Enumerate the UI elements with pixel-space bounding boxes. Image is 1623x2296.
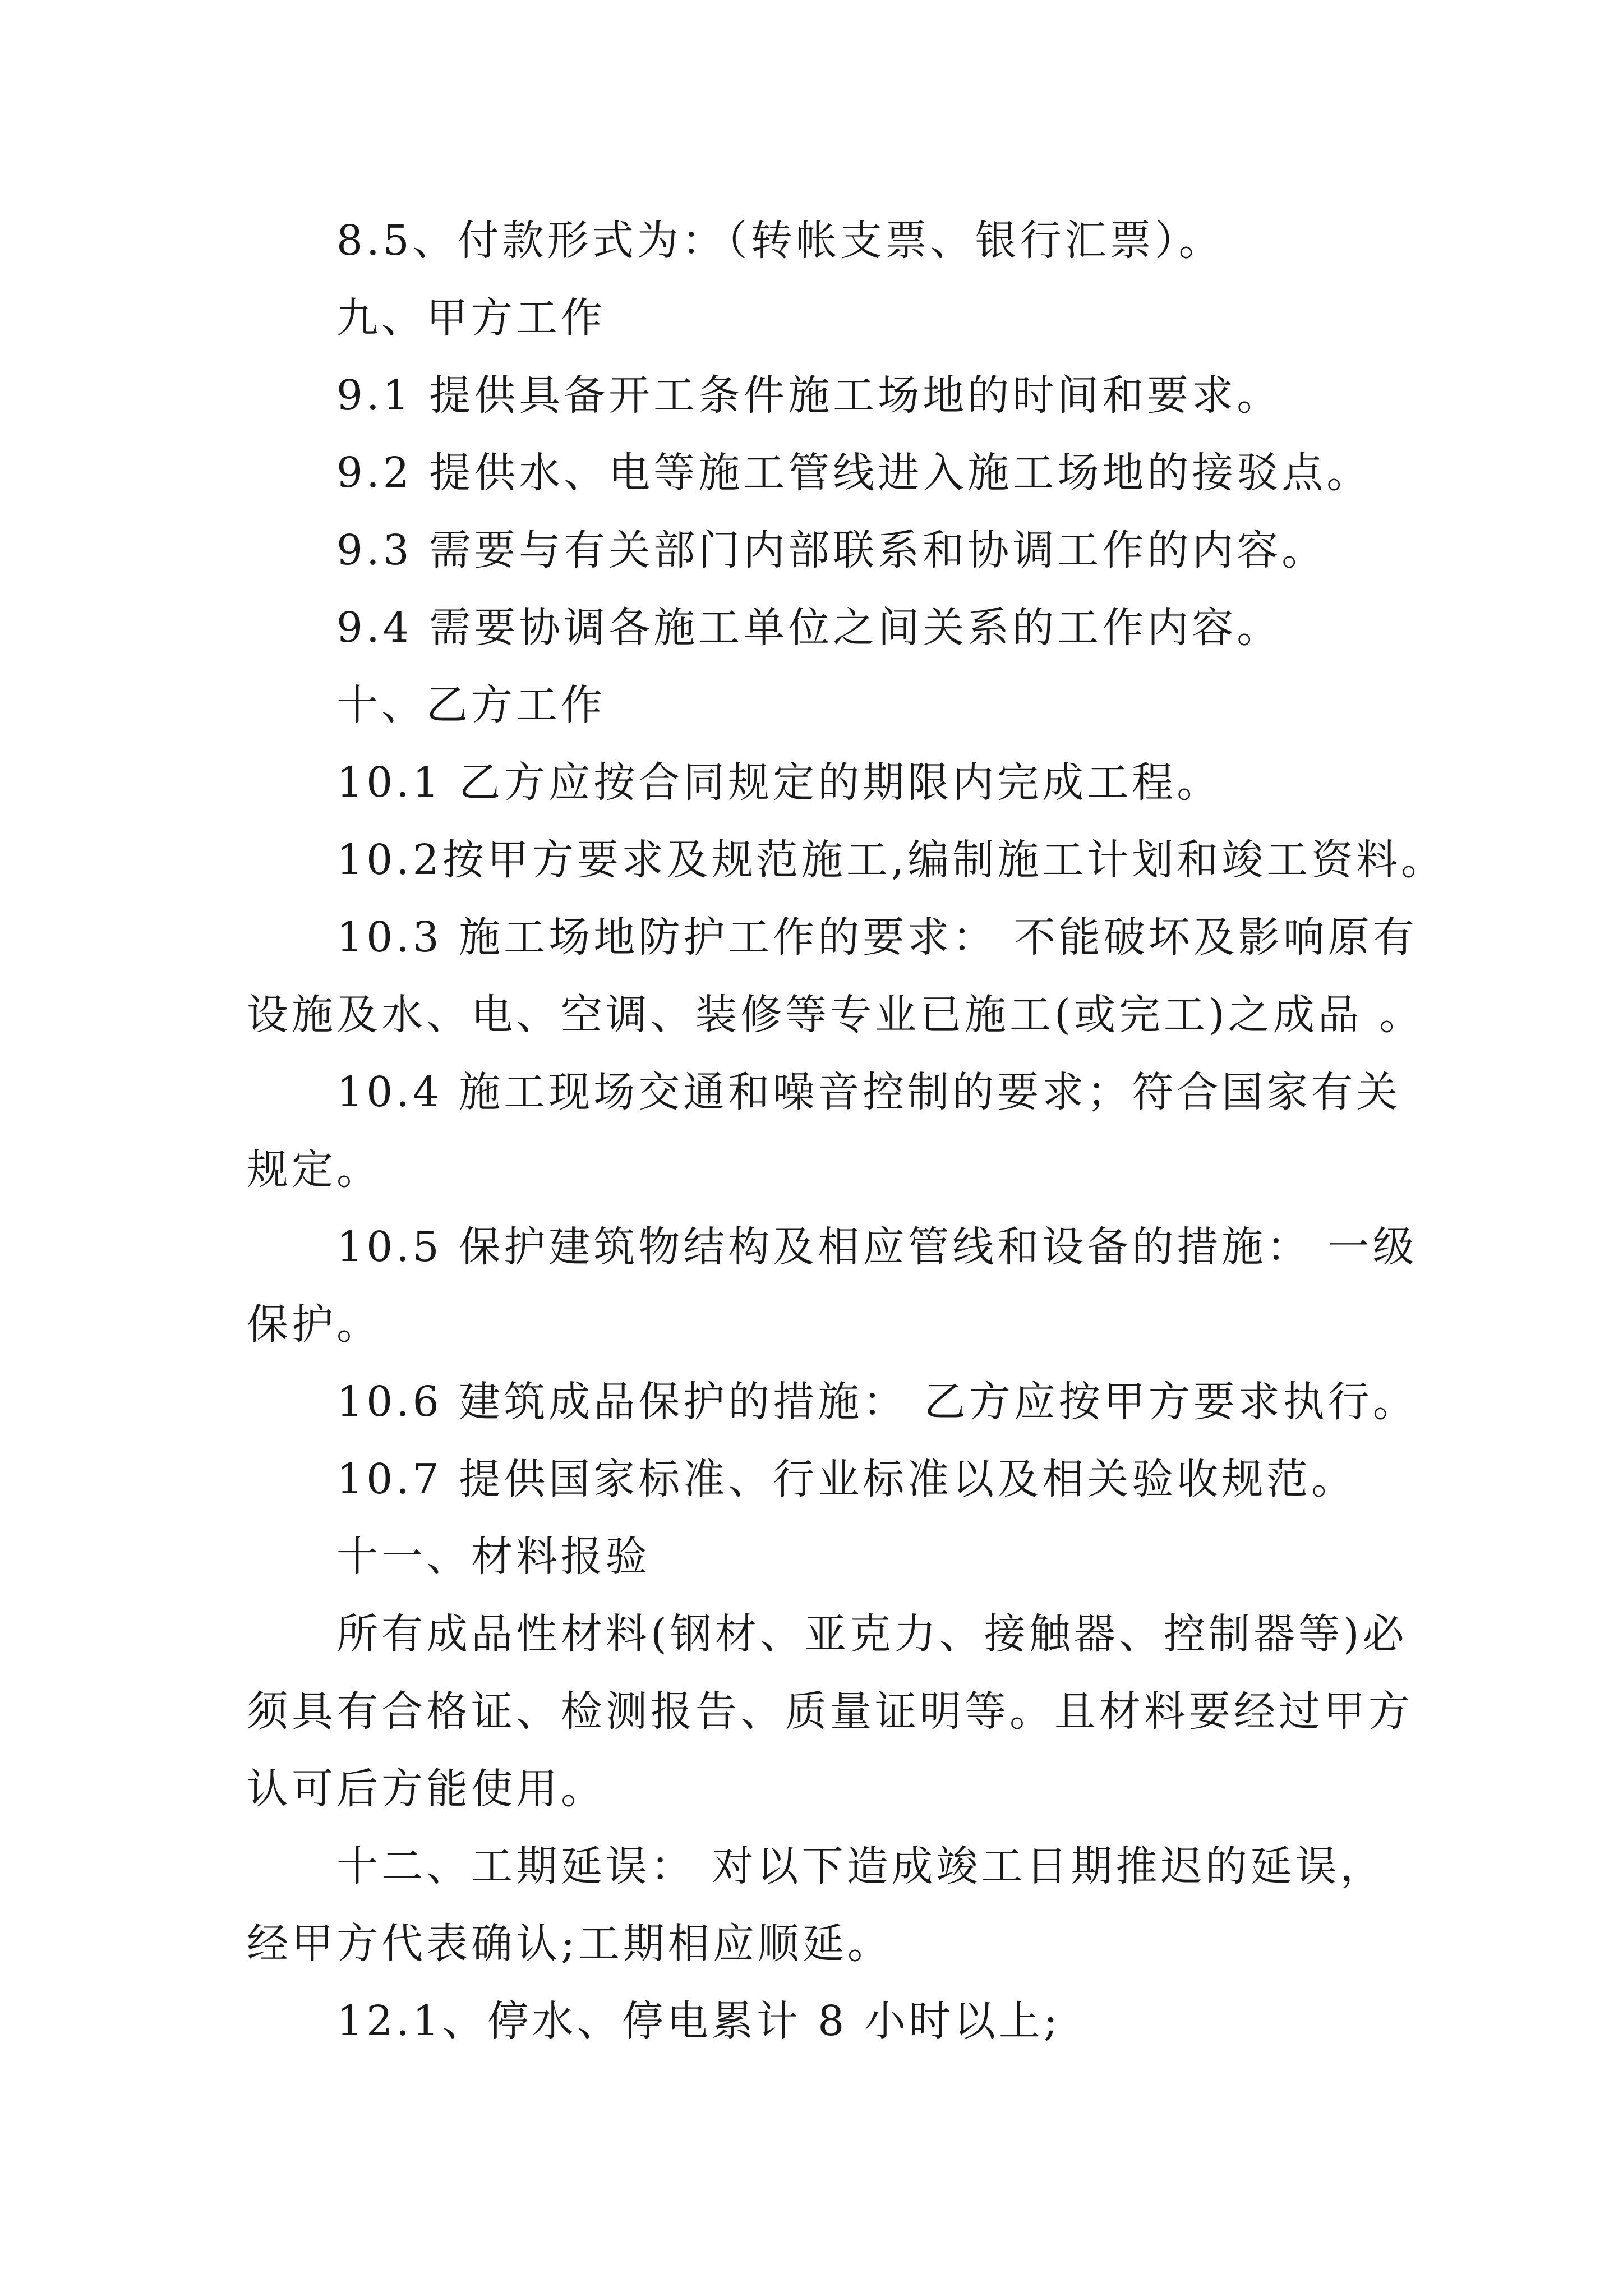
- text-line: 10.7 提供国家标准、行业标准以及相关验收规范。: [336, 1455, 1357, 1503]
- section-heading: 九、甲方工作: [336, 294, 606, 342]
- text-line: 10.2按甲方要求及规范施工,编制施工计划和竣工资料。: [336, 836, 1446, 884]
- text-line: 须具有合格证、检测报告、质量证明等。且材料要经过甲方: [247, 1687, 1413, 1736]
- text-line: 10.1 乙方应按合同规定的期限内完成工程。: [336, 758, 1222, 807]
- text-line: 12.1、停水、停电累计 8 小时以上;: [336, 1997, 1061, 2045]
- text-line: 所有成品性材料(钢材、亚克力、接触器、控制器等)必: [336, 1610, 1408, 1658]
- text-line: 9.2 提供水、电等施工管线进入施工场地的接驳点。: [336, 449, 1372, 497]
- text-line: 规定。: [247, 1145, 381, 1194]
- text-line: 保护。: [247, 1300, 381, 1349]
- text-line: 10.5 保护建筑物结构及相应管线和设备的措施： 一级: [336, 1223, 1418, 1271]
- text-line: 8.5、付款形式为：（转帐支票、银行汇票）。: [336, 217, 1224, 265]
- text-line: 经甲方代表确认;工期相应顺延。: [247, 1920, 892, 1968]
- text-line: 设施及水、电、空调、装修等专业已施工(或完工)之成品 。: [247, 991, 1424, 1039]
- text-line: 9.1 提供具备开工条件施工场地的时间和要求。: [336, 371, 1282, 420]
- section-heading: 十、乙方工作: [336, 681, 606, 729]
- text-line: 9.3 需要与有关部门内部联系和协调工作的内容。: [336, 526, 1327, 574]
- section-heading: 十二、工期延误： 对以下造成竣工日期推迟的延误，: [336, 1842, 1385, 1890]
- text-line: 10.4 施工现场交通和噪音控制的要求；符合国家有关: [336, 1068, 1401, 1116]
- text-line: 认可后方能使用。: [247, 1765, 606, 1813]
- text-line: 10.3 施工场地防护工作的要求： 不能破坏及影响原有: [336, 913, 1418, 961]
- text-line: 10.6 建筑成品保护的措施： 乙方应按甲方要求执行。: [336, 1378, 1418, 1426]
- text-line: 9.4 需要协调各施工单位之间关系的工作内容。: [336, 604, 1282, 652]
- document-body: [247, 202, 1446, 2060]
- section-heading: 十一、材料报验: [336, 1533, 651, 1581]
